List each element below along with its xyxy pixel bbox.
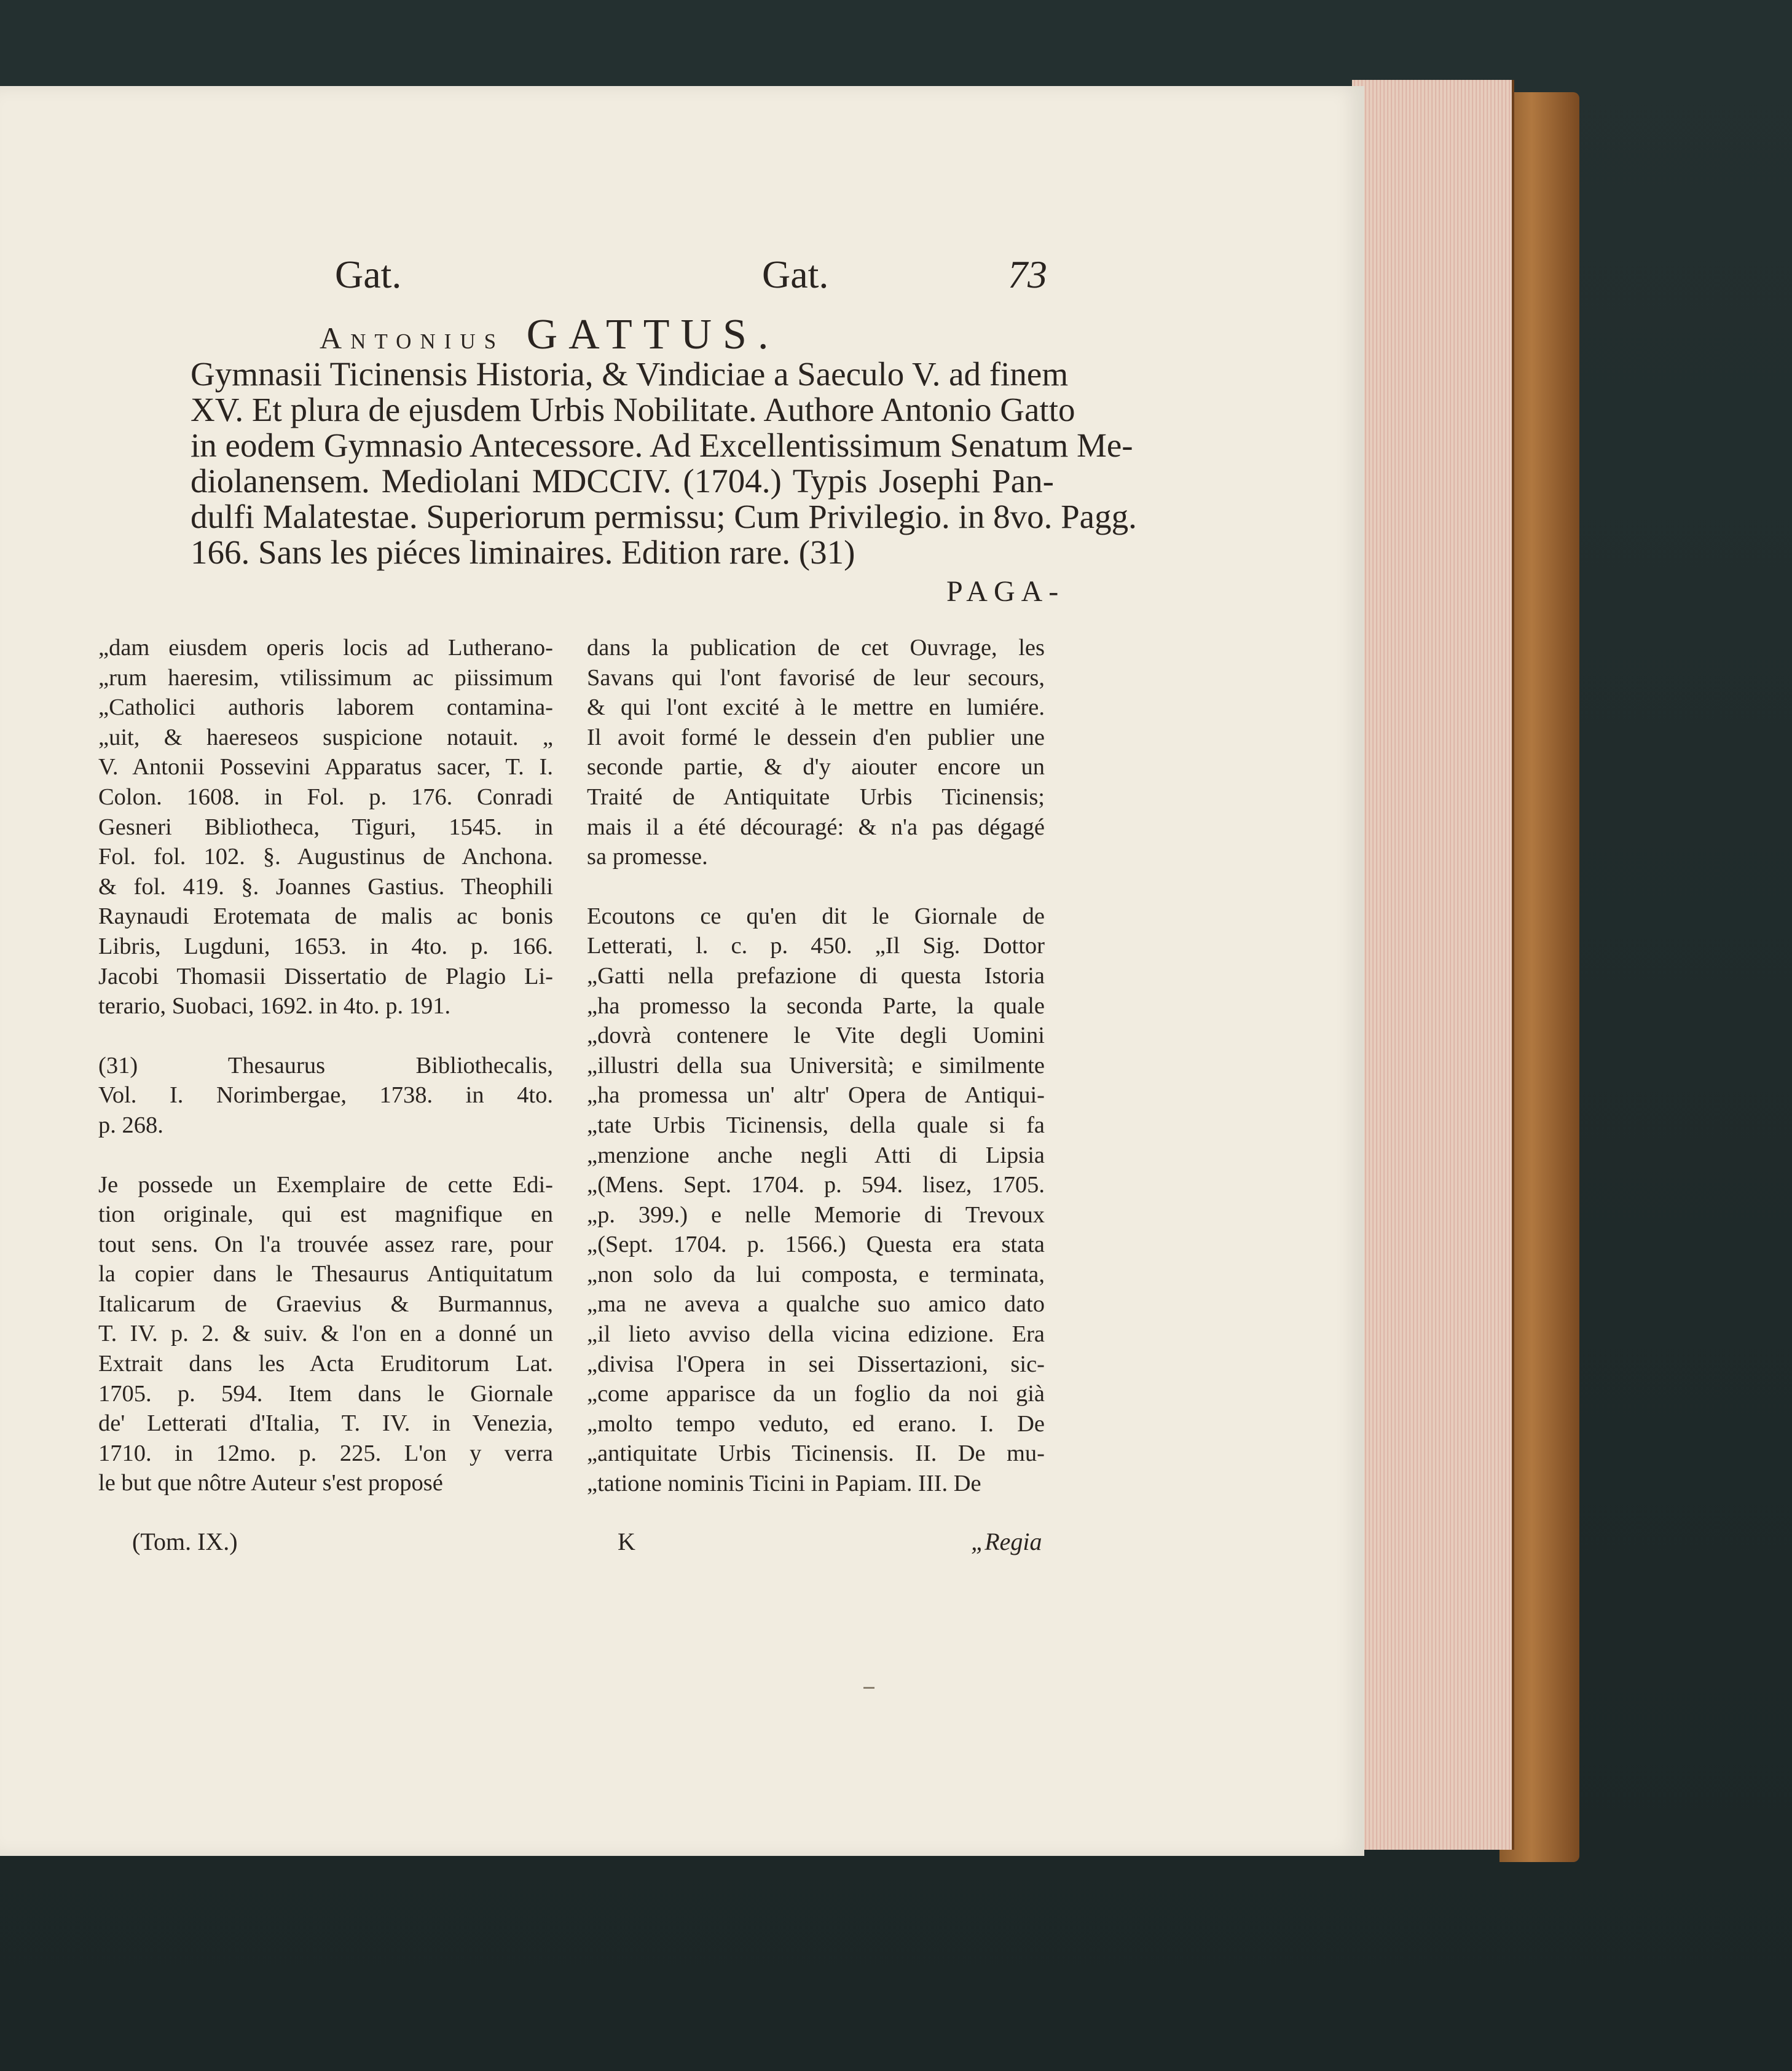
text-line: sa promesse. <box>587 844 708 870</box>
text-line: & fol. 419. §. Joannes Gastius. Theophili <box>98 873 553 900</box>
text-line: dans la publication de cet Ouvrage, les <box>587 635 1045 661</box>
text-line: „come apparisce da un foglio da noi già <box>587 1381 1045 1407</box>
text-line: „Gatti nella prefazione di questa Istoria <box>587 962 1045 989</box>
text-line: Je possede un Exemplaire de cette Edi- <box>98 1171 553 1198</box>
text-line: „dovrà contenere le Vite degli Uomini <box>587 1023 1045 1049</box>
text-line: le but que nôtre Auteur s'est proposé <box>98 1470 443 1496</box>
text-line: „divisa l'Opera in sei Dissertazioni, sic- <box>587 1351 1045 1377</box>
catchword-intro: PAGA- <box>946 575 1065 608</box>
entry-title-forename: Antonius <box>320 321 505 355</box>
footnote-line: Vol. I. Norimbergae, 1738. in 4to. <box>98 1082 553 1109</box>
page-number: 73 <box>1008 253 1047 296</box>
text-line: „menzione anche negli Atti di Lipsia <box>587 1142 1045 1168</box>
text-line: Libris, Lugduni, 1653. in 4to. p. 166. <box>98 933 553 959</box>
text-line: „tatione nominis Ticini in Papiam. III. De <box>587 1471 981 1497</box>
text-line: „non solo da lui composta, e terminata, <box>587 1261 1045 1287</box>
text-line: „ha promesso la seconda Parte, la quale <box>587 992 1045 1019</box>
text-line: „(Sept. 1704. p. 1566.) Questa era stata <box>587 1232 1045 1258</box>
text-line: Letterati, l. c. p. 450. „Il Sig. Dottor <box>587 933 1045 959</box>
text-line: Il avoit formé le dessein d'en publier une <box>587 724 1045 750</box>
text-line: mais il a été découragé: & n'a pas dégagé <box>587 814 1045 840</box>
volume-mark: (Tom. IX.) <box>132 1528 238 1555</box>
text-line: Traité de Antiquitate Urbis Ticinensis; <box>587 784 1045 810</box>
text-line: Gesneri Bibliotheca, Tiguri, 1545. in <box>98 814 553 840</box>
page-block-edges <box>1352 80 1514 1850</box>
text-line: de' Letterati d'Italia, T. IV. in Venezia, <box>98 1410 553 1437</box>
text-line: 1710. in 12mo. p. 225. L'on y verra <box>98 1440 553 1466</box>
left-column-paragraph-2 <box>98 1170 553 1499</box>
text-line: V. Antonii Possevini Apparatus sacer, T. I. <box>98 754 553 780</box>
text-line: „dam eiusdem operis locis ad Lutherano- <box>98 635 553 661</box>
text-line: Jacobi Thomasii Dissertatio de Plagio Li- <box>98 963 553 989</box>
description-line: dulfi Malatestae. Superiorum permissu; Cum Privilegio. in 8vo. Pagg. <box>191 498 1137 535</box>
right-column <box>587 633 1045 1499</box>
running-head-left: Gat. <box>335 253 402 296</box>
text-line: „ha promessa un' altr' Opera de Antiqui- <box>587 1082 1045 1109</box>
text-line: „il lieto avviso della vicina edizione. Era <box>587 1321 1045 1348</box>
footnote-line: p. 268. <box>98 1112 163 1138</box>
text-line: „antiquitate Urbis Ticinensis. II. De mu- <box>587 1440 1045 1467</box>
text-line: Colon. 1608. in Fol. p. 176. Conradi <box>98 784 553 810</box>
description-line: in eodem Gymnasio Antecessore. Ad Excellentissimum Senatum Me- <box>191 426 1133 464</box>
description-line: XV. Et plura de ejusdem Urbis Nobilitate. Authore Antonio Gatto <box>191 391 1075 428</box>
text-line: seconde partie, & d'y aiouter encore un <box>587 754 1045 780</box>
text-line: „Catholici authoris laborem contamina- <box>98 694 553 721</box>
text-line: „molto tempo veduto, ed erano. I. De <box>587 1410 1045 1437</box>
text-line: „rum haeresim, vtilissimum ac piissimum <box>98 664 553 691</box>
right-column-paragraph-2 <box>587 902 1045 1499</box>
text-line: Fol. fol. 102. §. Augustinus de Anchona. <box>98 844 553 870</box>
catchword-page: „Regia <box>971 1528 1042 1555</box>
text-line: Italicarum de Graevius & Burmannus, <box>98 1291 553 1317</box>
signature-mark: K <box>618 1528 635 1555</box>
entry-title <box>320 310 1168 360</box>
text-line: „ma ne aveva a qualche suo amico dato <box>587 1291 1045 1318</box>
text-line: & qui l'ont excité à le mettre en lumiére. <box>587 694 1045 721</box>
left-column-paragraph-1 <box>98 633 553 1021</box>
left-column <box>98 633 553 1498</box>
text-line: „p. 399.) e nelle Memorie di Trevoux <box>587 1201 1045 1228</box>
text-line: „tate Urbis Ticinensis, della quale si fa <box>587 1112 1045 1138</box>
text-line: Savans qui l'ont favorisé de leur secours, <box>587 664 1045 691</box>
entry-description <box>98 355 1137 571</box>
description-line: Gymnasii Ticinensis Historia, & Vindiciae a Saeculo V. ad finem <box>191 355 1069 393</box>
entry-title-surname: GATTUS. <box>526 311 780 358</box>
description-line: diolanensem. Mediolani MDCCIV. (1704.) Typis Josephi Pan- <box>191 462 1054 500</box>
text-line: 1705. p. 594. Item dans le Giornale <box>98 1380 553 1407</box>
description-line: 166. Sans les piéces liminaires. Edition rare. (31) <box>191 533 855 571</box>
left-column-footnote <box>98 1051 553 1141</box>
text-line: „illustri della sua Università; e similmente <box>587 1052 1045 1079</box>
stray-mark <box>863 1687 874 1689</box>
text-line: T. IV. p. 2. & suiv. & l'on en a donné un <box>98 1321 553 1347</box>
text-line: Ecoutons ce qu'en dit le Giornale de <box>587 903 1045 929</box>
text-line: terario, Suobaci, 1692. in 4to. p. 191. <box>98 993 451 1020</box>
text-line: tion originale, qui est magnifique en <box>98 1201 553 1228</box>
running-head-center: Gat. <box>762 253 829 296</box>
text-line: Raynaudi Erotemata de malis ac bonis <box>98 903 553 930</box>
text-line: „(Mens. Sept. 1704. p. 594. lisez, 1705. <box>587 1172 1045 1198</box>
text-line: „uit, & haereseos suspicione notauit. „ <box>98 724 553 750</box>
text-line: la copier dans le Thesaurus Antiquitatum <box>98 1261 553 1287</box>
text-line: tout sens. On l'a trouvée assez rare, pour <box>98 1231 553 1257</box>
text-line: Extrait dans les Acta Eruditorum Lat. <box>98 1351 553 1377</box>
footnote-line: (31) Thesaurus Bibliothecalis, <box>98 1052 553 1079</box>
right-column-paragraph-1 <box>587 633 1045 872</box>
